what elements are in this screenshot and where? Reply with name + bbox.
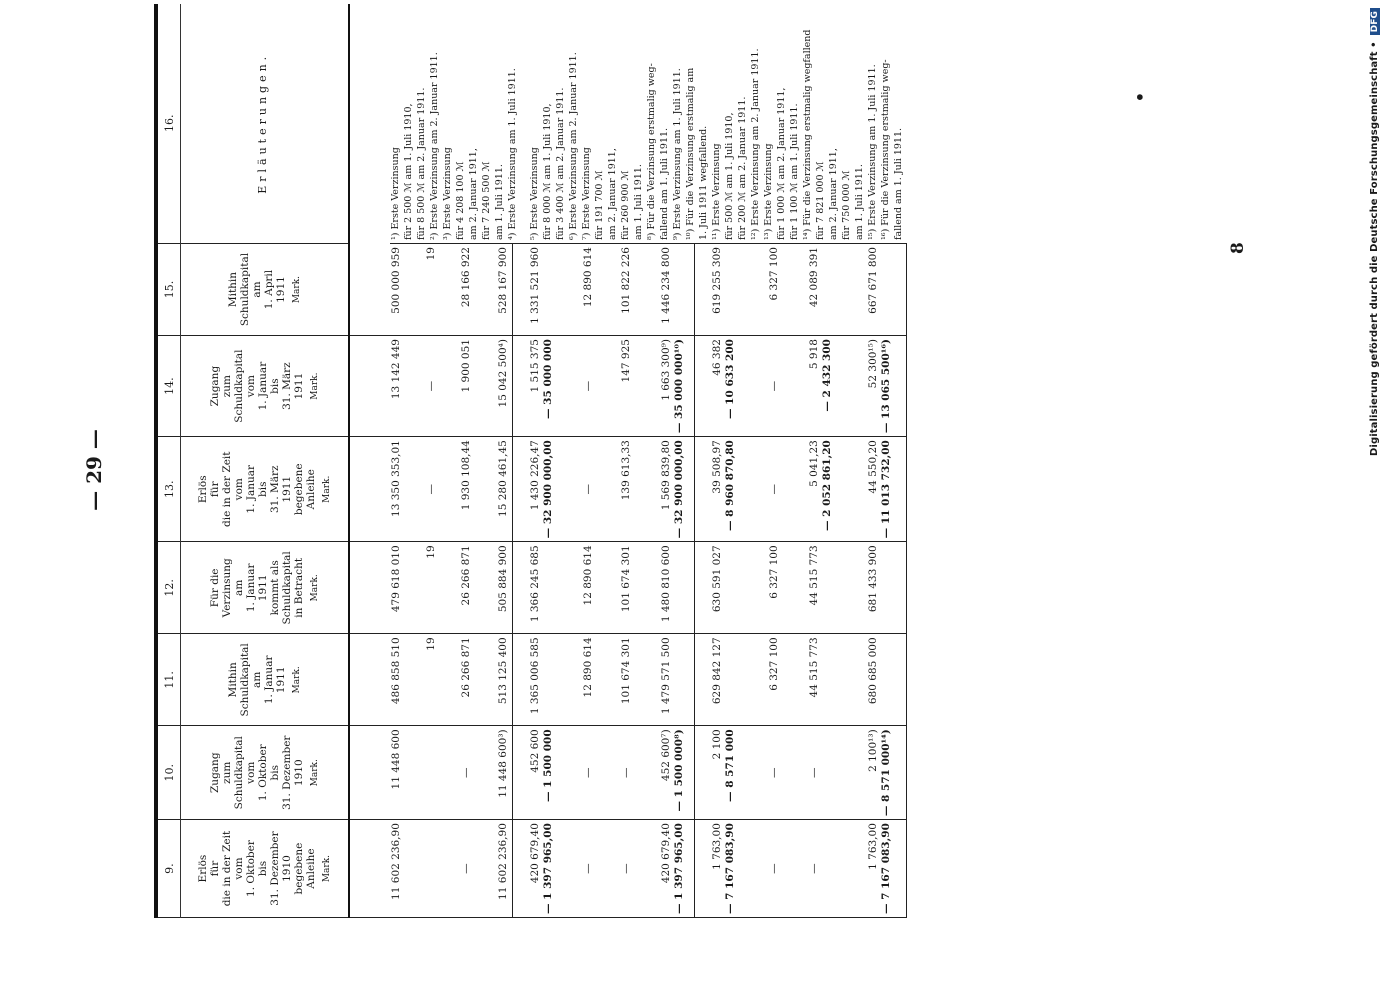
- amount-value: 1 365 006 585: [529, 637, 541, 715]
- column-unit: Mark.: [321, 854, 332, 883]
- table-cell: [582, 437, 598, 542]
- table-cell: [808, 542, 843, 634]
- amount-value: 19: [425, 247, 437, 261]
- amount-value: 680 685 000: [866, 637, 879, 705]
- digitization-credit: [1369, 8, 1383, 992]
- column-number: 15.: [156, 244, 181, 336]
- table-cell: [808, 634, 843, 726]
- amount-value: 1 479 571 500: [659, 637, 672, 715]
- amount-value: 39 508,97: [711, 440, 723, 494]
- deduction-value: — 8 571 000¹⁴): [879, 729, 892, 817]
- amount-value: —: [460, 863, 472, 874]
- column-number: 11.: [156, 634, 181, 726]
- column-header-text: Für die Verzinsung am 1. Januar 1911 kommt als Schuldkapital in Betracht: [208, 551, 305, 625]
- amount-value: 420 679,40: [659, 823, 672, 884]
- table-row: [529, 4, 560, 918]
- footnote-line: am 1. Juli 1911.: [633, 164, 644, 241]
- table-cell: [768, 542, 786, 634]
- amount-value: 147 925: [620, 339, 633, 383]
- sum-cell: [658, 820, 695, 918]
- table-cell: [768, 820, 786, 918]
- amount-value: 629 842 127: [711, 637, 723, 705]
- amount-value: 667 671 800: [866, 247, 879, 314]
- notes-cell: [711, 4, 906, 244]
- table-cell: [425, 336, 438, 437]
- amount-value: 1 763,00: [866, 823, 879, 870]
- footnote-line: für 7 240 500 ℳ: [481, 161, 492, 241]
- table-cell: [390, 726, 403, 820]
- amount-value: 19: [425, 545, 437, 559]
- footnote-line: für 260 900 ℳ: [620, 170, 631, 241]
- footnote-line: ²) Erste Verzinsung am 2. Januar 1911.: [429, 52, 440, 241]
- column-header-text: Mithin Schuldkapital am 1. Januar 1911: [226, 643, 287, 717]
- column-header: [181, 244, 350, 336]
- footnote-line: für 4 208 100 ℳ: [455, 161, 466, 241]
- amount-value: 681 433 900: [866, 545, 879, 613]
- deduction-value: — 7 167 083,90: [724, 823, 736, 914]
- table-cell: [768, 634, 786, 726]
- amount-value: 139 613,33: [620, 440, 633, 501]
- table-cell: [425, 634, 438, 726]
- amount-value: 11 448 600³): [497, 729, 509, 798]
- sum-cell: [865, 542, 906, 634]
- column-unit: Mark.: [309, 759, 320, 787]
- amount-value: —: [620, 767, 633, 778]
- column-number: 14.: [156, 336, 181, 437]
- amount-value: 15 042 500⁴): [497, 339, 509, 408]
- sum-cell: [495, 726, 513, 820]
- footnote-line: ¹⁵) Erste Verzinsung am 1. Juli 1911.: [867, 64, 878, 241]
- table-cell: [529, 820, 560, 918]
- column-header: [181, 820, 350, 918]
- footnote-line: für 8 500 ℳ am 2. Januar 1911.: [416, 87, 427, 241]
- table-cell: [582, 336, 598, 437]
- table-cell: [460, 634, 473, 726]
- footnote-line: ⁷) Erste Verzinsung: [581, 147, 592, 241]
- sum-cell: [865, 726, 906, 820]
- table-cell: [768, 726, 786, 820]
- amount-value: 6 327 100: [768, 545, 781, 599]
- sum-cell: [658, 726, 695, 820]
- amount-value: —: [807, 863, 820, 874]
- column-header: [181, 4, 350, 244]
- table-cell: [390, 244, 403, 336]
- amount-value: 1 515 375: [529, 339, 541, 393]
- footnote-line: ¹⁴) Für die Verzinsung erstmalig wegfallend: [802, 29, 813, 241]
- table-cell: [711, 726, 746, 820]
- footnote-line: für 500 ℳ am 1. Juli 1910,: [724, 112, 735, 241]
- table-cell: [460, 820, 473, 918]
- amount-value: 28 166 922: [460, 247, 472, 308]
- footnote-line: ⁹) Erste Verzinsung am 1. Juli 1911.: [672, 68, 683, 241]
- footnote-line: ¹²) Erste Verzinsung am 2. Januar 1911.: [750, 48, 761, 241]
- column-unit: Mark.: [291, 275, 302, 304]
- amount-value: —: [620, 863, 633, 874]
- table-cell: [620, 820, 636, 918]
- deduction-value: — 2 432 300: [820, 339, 833, 412]
- deduction-value: — 1 397 965,00: [542, 823, 554, 914]
- amount-value: 452 600⁷): [659, 729, 672, 782]
- amount-value: 486 858 510: [390, 637, 402, 705]
- amount-value: —: [425, 380, 437, 392]
- amount-value: —: [768, 767, 781, 778]
- amount-value: 479 618 010: [390, 545, 402, 613]
- table-cell: [711, 244, 746, 336]
- table-cell: [768, 244, 786, 336]
- sum-cell: [495, 542, 513, 634]
- amount-value: —: [768, 380, 781, 392]
- column-header-text: Zugang zum Schuldkapital vom 1. Januar bis 31. März 1911: [208, 349, 305, 423]
- column-header: [181, 726, 350, 820]
- table-cell: [582, 820, 598, 918]
- notes-cell: [390, 4, 529, 244]
- table-cell: [808, 820, 843, 918]
- table-cell: [808, 437, 843, 542]
- table-cell: [529, 437, 560, 542]
- table-cell: [582, 542, 598, 634]
- footnote-line: am 2. Januar 1911,: [607, 148, 618, 241]
- amount-value: —: [582, 380, 595, 392]
- column-number: 12.: [156, 542, 181, 634]
- table-cell: [711, 634, 746, 726]
- footnote-line: für 1 000 ℳ am 2. Januar 1911,: [776, 87, 787, 241]
- footnote-line: für 1 100 ℳ am 1. Juli 1911.: [789, 103, 800, 241]
- column-header-text: Erlös für die in der Zeit vom 1. Oktober bis 31. Dezember 1910 begebene Anleihe: [196, 830, 317, 907]
- page-number: 8: [1228, 242, 1248, 254]
- footnote-line: für 2 500 ℳ am 1. Juli 1910,: [403, 103, 414, 241]
- column-unit: Mark.: [309, 574, 320, 602]
- amount-value: —: [460, 767, 472, 778]
- amount-value: 19: [425, 637, 437, 651]
- amount-value: —: [768, 863, 781, 874]
- table-cell: [390, 634, 403, 726]
- amount-value: —: [582, 863, 595, 874]
- table-cell: [582, 244, 598, 336]
- amount-value: 44 515 773: [807, 545, 820, 606]
- amount-value: 11 602 236,90: [390, 823, 402, 900]
- amount-value: —: [807, 767, 820, 778]
- table-cell: [620, 726, 636, 820]
- amount-value: 13 350 353,01: [390, 440, 402, 517]
- column-header-text: Zugang zum Schuldkapital vom 1. Oktober bis 31. Dezember 1910: [208, 735, 305, 810]
- table-cell: [620, 336, 636, 437]
- footnote-line: fallend am 1. Juli 1911.: [659, 127, 670, 241]
- amount-value: 12 890 614: [582, 637, 595, 698]
- amount-value: 44 550,20: [866, 440, 879, 494]
- deduction-value: — 8 571 000: [724, 729, 736, 802]
- column-header-row: [181, 4, 350, 918]
- deduction-value: — 1 397 965,00: [672, 823, 685, 914]
- amount-value: 513 125 400: [497, 637, 509, 705]
- table-cell: [711, 437, 746, 542]
- footnote-line: am 1. Juli 1911.: [854, 164, 865, 241]
- amount-value: 12 890 614: [582, 247, 595, 308]
- sum-cell: [658, 336, 695, 437]
- amount-value: 26 266 871: [460, 637, 472, 698]
- amount-value: 46 382: [711, 339, 723, 376]
- column-header: [181, 437, 350, 542]
- column-header: [181, 336, 350, 437]
- table-cell: [460, 437, 473, 542]
- footnote-line: ¹) Erste Verzinsung: [390, 147, 401, 241]
- table-cell: [425, 244, 438, 336]
- sum-cell: [865, 244, 906, 336]
- table-cell: [529, 634, 560, 726]
- sum-cell: [865, 336, 906, 437]
- sum-cell: [865, 437, 906, 542]
- ledger-body: [349, 4, 906, 918]
- table-cell: [460, 726, 473, 820]
- amount-value: 15 280 461,45: [497, 440, 509, 517]
- amount-value: 1 900 051: [460, 339, 472, 393]
- amount-value: 420 679,40: [529, 823, 541, 884]
- table-cell: [620, 542, 636, 634]
- deduction-value: — 35 000 000¹⁰): [672, 339, 685, 434]
- deduction-value: — 8 960 870,80: [724, 440, 736, 532]
- table-cell: [529, 726, 560, 820]
- amount-value: 528 167 900: [497, 247, 509, 314]
- column-header: [181, 542, 350, 634]
- table-cell: [390, 437, 403, 542]
- amount-value: 452 600: [529, 729, 541, 773]
- amount-value: 1 569 839,80: [659, 440, 672, 511]
- amount-value: 12 890 614: [582, 545, 595, 606]
- amount-value: 1 331 521 960: [529, 247, 541, 324]
- table-row: [711, 4, 746, 918]
- deduction-value: — 1 500 000⁸): [672, 729, 685, 812]
- table-cell: [808, 336, 843, 437]
- footnote-line: für 191 700 ℳ: [594, 170, 605, 241]
- column-unit: Mark.: [309, 372, 320, 400]
- sum-cell: [495, 437, 513, 542]
- table-row: [390, 4, 403, 918]
- amount-value: 101 822 226: [620, 247, 633, 314]
- amount-value: 1 446 234 800: [659, 247, 672, 324]
- table-cell: [529, 244, 560, 336]
- deduction-value: — 32 900 000,00: [672, 440, 685, 539]
- footnote-line: 1. Juli 1911 wegfallend.: [698, 125, 709, 241]
- table-cell: [768, 437, 786, 542]
- dfg-logo: DFG: [1370, 8, 1380, 35]
- column-header: [181, 634, 350, 726]
- table-cell: [425, 820, 438, 918]
- amount-value: [425, 729, 438, 816]
- amount-value: —: [582, 767, 595, 778]
- table-cell: [460, 336, 473, 437]
- table-cell: [529, 542, 560, 634]
- footnote-line: für 3 400 ℳ am 2. Januar 1911.: [555, 87, 566, 241]
- table-cell: [390, 336, 403, 437]
- amount-value: 630 591 027: [711, 545, 723, 613]
- deduction-value: — 7 167 083,90: [879, 823, 892, 914]
- amount-value: 44 515 773: [807, 637, 820, 698]
- column-unit: Mark.: [291, 666, 302, 694]
- table-cell: [582, 634, 598, 726]
- table-cell: [808, 726, 843, 820]
- footnote-line: ⁶) Erste Verzinsung am 2. Januar 1911.: [568, 52, 579, 241]
- footnote-line: am 2. Januar 1911,: [468, 148, 479, 241]
- footnote-line: für 7 821 000 ℳ: [815, 161, 826, 241]
- footnote-line: für 8 000 ℳ am 1. Juli 1910,: [542, 103, 553, 241]
- deduction-value: — 11 013 732,00: [879, 440, 892, 539]
- notes-cell: [529, 4, 711, 244]
- column-header-text: Erlös für die in der Zeit vom 1. Januar bis 31. März 1911 begebene Anleihe: [196, 451, 317, 527]
- amount-value: 26 266 871: [460, 545, 472, 606]
- footnote-line: am 2. Januar 1911,: [828, 148, 839, 241]
- amount-value: 13 142 449: [390, 339, 402, 400]
- amount-value: 1 763,00: [711, 823, 723, 870]
- amount-value: 11 602 236,90: [497, 823, 509, 900]
- column-number: 9.: [156, 820, 181, 918]
- table-cell: [620, 437, 636, 542]
- amount-value: —: [582, 483, 595, 495]
- sum-cell: [495, 244, 513, 336]
- deduction-value: — 35 000 000: [542, 339, 554, 419]
- amount-value: —: [768, 483, 781, 495]
- footnote-line: ⁵) Erste Verzinsung: [529, 147, 540, 241]
- table-cell: [390, 542, 403, 634]
- footnote-line: am 1. Juli 1911.: [494, 164, 505, 241]
- column-number: 16.: [156, 4, 181, 244]
- amount-value: 101 674 301: [620, 545, 633, 613]
- table-cell: [620, 634, 636, 726]
- deduction-value: — 1 500 000: [542, 729, 554, 802]
- amount-value: 619 255 309: [711, 247, 723, 314]
- amount-value: 1 663 300⁹): [659, 339, 672, 401]
- table-cell: [711, 820, 746, 918]
- amount-value: 42 089 391: [807, 247, 820, 308]
- table-cell: [711, 336, 746, 437]
- footnote-line: ¹¹) Erste Verzinsung: [711, 143, 722, 241]
- table-cell: [711, 542, 746, 634]
- deduction-value: — 32 900 000,00: [542, 440, 554, 539]
- sum-cell: [658, 634, 695, 726]
- deduction-value: — 2 052 861,20: [820, 440, 833, 532]
- column-unit: Mark.: [321, 475, 332, 503]
- amount-value: 1 430 226,47: [529, 440, 541, 511]
- amount-value: 6 327 100: [768, 247, 781, 301]
- footnote-line: ⁸) Für die Verzinsung erstmalig weg-: [646, 63, 657, 241]
- table-cell: [808, 244, 843, 336]
- credit-text: Digitalisierung gefördert durch die Deutsche Forschungsgemeinschaft •: [1369, 41, 1380, 456]
- column-header-text: Erläuterungen.: [255, 52, 269, 194]
- column-number: 10.: [156, 726, 181, 820]
- amount-value: 1 480 810 600: [659, 545, 672, 623]
- table-cell: [460, 244, 473, 336]
- table-cell: [460, 542, 473, 634]
- footnote-line: ¹⁰) Für die Verzinsung erstmalig am: [685, 67, 696, 241]
- deduction-value: — 13 065 500¹⁶): [879, 339, 892, 434]
- footnote-line: ¹³) Erste Verzinsung: [763, 143, 774, 241]
- amount-value: 52 300¹⁵): [866, 339, 879, 389]
- footnote-line: ³) Erste Verzinsung: [442, 147, 453, 241]
- amount-value: 5 918: [807, 339, 820, 370]
- table-cell: [582, 726, 598, 820]
- sum-cell: [658, 437, 695, 542]
- footnote-line: fallend am 1. Juli 1911.: [893, 127, 904, 241]
- amount-value: 1 366 245 685: [529, 545, 541, 623]
- amount-value: —: [425, 483, 437, 495]
- footnote-line: für 200 ℳ am 2. Januar 1911.: [737, 96, 748, 241]
- sum-cell: [495, 634, 513, 726]
- table-cell: [768, 336, 786, 437]
- deduction-value: — 10 633 200: [724, 339, 736, 419]
- amount-value: [425, 823, 438, 914]
- page-title: — 29 —: [82, 429, 106, 511]
- table-cell: [620, 244, 636, 336]
- footnote-line: für 750 000 ℳ: [841, 170, 852, 241]
- sum-cell: [495, 336, 513, 437]
- amount-value: 2 100: [711, 729, 723, 760]
- sum-cell: [865, 634, 906, 726]
- column-number-row: [156, 4, 181, 918]
- sum-cell: [865, 820, 906, 918]
- footnote-line: ⁴) Erste Verzinsung am 1. Juli 1911.: [507, 68, 518, 241]
- amount-value: 101 674 301: [620, 637, 633, 705]
- amount-value: 505 884 900: [497, 545, 509, 613]
- ink-dot: •: [1128, 91, 1152, 103]
- amount-value: 1 930 108,44: [460, 440, 472, 511]
- column-header-text: Mithin Schuldkapital am 1. April 1911: [226, 252, 287, 327]
- table-cell: [425, 437, 438, 542]
- amount-value: 11 448 600: [390, 729, 402, 790]
- table-cell: [529, 336, 560, 437]
- sum-cell: [658, 244, 695, 336]
- amount-value: 500 000 959: [390, 247, 402, 314]
- table-cell: [425, 726, 438, 820]
- footnote-line: ¹⁶) Für die Verzinsung erstmalig weg-: [880, 59, 891, 241]
- sum-cell: [495, 820, 513, 918]
- table-cell: [390, 820, 403, 918]
- sum-cell: [658, 542, 695, 634]
- amount-value: 2 100¹³): [866, 729, 879, 772]
- spacer-row: [349, 4, 390, 918]
- amount-value: 5 041,23: [807, 440, 820, 487]
- ledger-table: [154, 4, 907, 918]
- table-cell: [425, 542, 438, 634]
- column-number: 13.: [156, 437, 181, 542]
- amount-value: 6 327 100: [768, 637, 781, 691]
